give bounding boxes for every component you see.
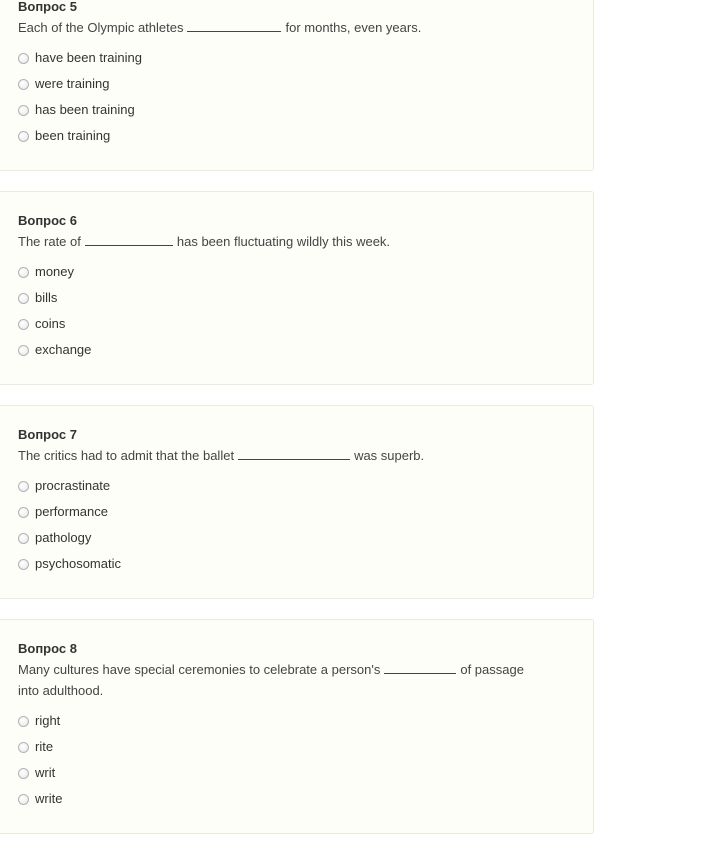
answer-option-label[interactable]: write <box>35 791 63 806</box>
answer-option-label[interactable]: psychosomatic <box>35 556 121 571</box>
question-title: Вопрос 5 <box>18 0 77 14</box>
radio-button[interactable] <box>18 742 29 753</box>
answer-option-label[interactable]: has been training <box>35 102 135 117</box>
answer-option-label[interactable]: have been training <box>35 50 142 65</box>
question-text-before: The critics had to admit that the ballet <box>18 448 235 463</box>
radio-button[interactable] <box>18 131 29 142</box>
question-card-8 <box>0 619 594 834</box>
radio-button[interactable] <box>18 293 29 304</box>
question-text <box>18 17 578 38</box>
answer-option-label[interactable]: pathology <box>35 530 92 545</box>
answer-option-label[interactable]: bills <box>35 290 58 305</box>
question-text <box>18 231 578 252</box>
question-card-7 <box>0 405 594 599</box>
answer-option[interactable] <box>18 127 110 145</box>
answer-option[interactable] <box>18 75 109 93</box>
answer-option-label[interactable]: writ <box>35 765 56 780</box>
answer-option-label[interactable]: right <box>35 713 61 728</box>
radio-button[interactable] <box>18 716 29 727</box>
answer-option-label[interactable]: money <box>35 264 75 279</box>
answer-option[interactable] <box>18 790 62 808</box>
question-text-after: has been fluctuating wildly this week. <box>176 234 391 249</box>
answer-option[interactable] <box>18 712 60 730</box>
radio-button[interactable] <box>18 53 29 64</box>
answer-option[interactable] <box>18 503 108 521</box>
radio-button[interactable] <box>18 345 29 356</box>
question-card-5 <box>0 0 594 171</box>
answer-option-label[interactable]: were training <box>35 76 110 91</box>
question-title: Вопрос 7 <box>18 427 77 442</box>
question-text-before: The rate of <box>18 234 81 249</box>
answer-blank <box>85 232 173 246</box>
answer-option[interactable] <box>18 529 91 547</box>
answer-option-label[interactable]: exchange <box>35 342 92 357</box>
radio-button[interactable] <box>18 794 29 805</box>
radio-button[interactable] <box>18 768 29 779</box>
answer-option[interactable] <box>18 49 142 67</box>
radio-button[interactable] <box>18 559 29 570</box>
answer-option-label[interactable]: procrastinate <box>35 478 111 493</box>
radio-button[interactable] <box>18 79 29 90</box>
radio-button[interactable] <box>18 507 29 518</box>
question-title: Вопрос 8 <box>18 641 77 656</box>
radio-button[interactable] <box>18 105 29 116</box>
answer-option-label[interactable]: coins <box>35 316 66 331</box>
answer-option[interactable] <box>18 764 55 782</box>
answer-option-label[interactable]: rite <box>35 739 54 754</box>
question-card-6 <box>0 191 594 385</box>
question-text-after: of passage <box>460 662 524 677</box>
question-text-before: Many cultures have special ceremonies to celebrate a person's <box>18 662 381 677</box>
radio-button[interactable] <box>18 319 29 330</box>
question-title: Вопрос 6 <box>18 213 77 228</box>
question-text <box>18 445 578 466</box>
answer-option[interactable] <box>18 341 91 359</box>
answer-option[interactable] <box>18 263 74 281</box>
answer-option-label[interactable]: been training <box>35 128 111 143</box>
question-text <box>18 659 578 701</box>
answer-blank <box>384 660 456 674</box>
answer-option[interactable] <box>18 289 57 307</box>
question-text-after: for months, even years. <box>285 20 422 35</box>
answer-blank <box>187 18 281 32</box>
answer-option[interactable] <box>18 101 135 119</box>
answer-option[interactable] <box>18 738 53 756</box>
radio-button[interactable] <box>18 267 29 278</box>
answer-option[interactable] <box>18 315 65 333</box>
answer-option[interactable] <box>18 477 110 495</box>
radio-button[interactable] <box>18 533 29 544</box>
answer-option[interactable] <box>18 555 121 573</box>
answer-option-label[interactable]: performance <box>35 504 108 519</box>
question-text-continued: into adulthood. <box>18 683 104 698</box>
answer-blank <box>238 446 350 460</box>
question-text-after: was superb. <box>354 448 425 463</box>
question-text-before: Each of the Olympic athletes <box>18 20 184 35</box>
radio-button[interactable] <box>18 481 29 492</box>
